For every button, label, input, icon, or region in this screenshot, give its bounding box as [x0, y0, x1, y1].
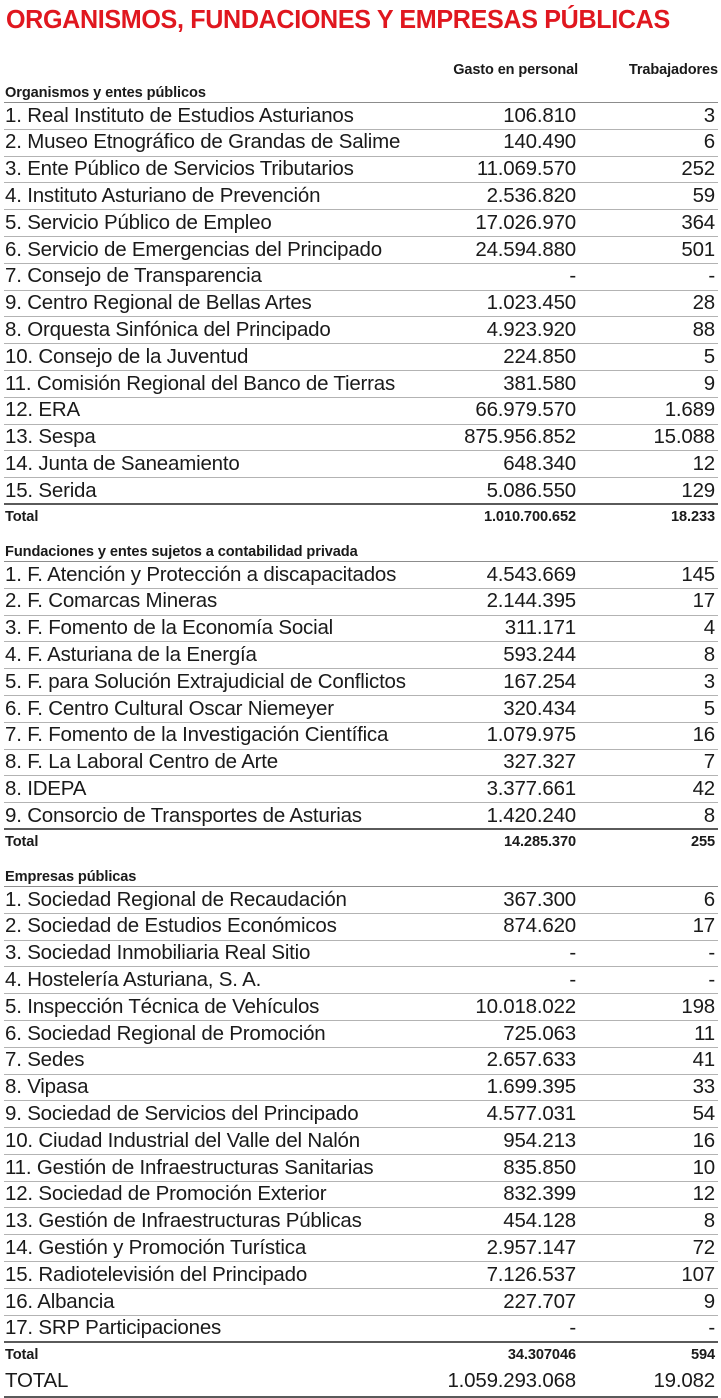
table-row — [4, 669, 718, 696]
entity-gasto: 835.850 — [392, 1154, 578, 1181]
entity-name: 16. Albancia — [4, 1288, 392, 1315]
entity-name: 4. Hostelería Asturiana, S. A. — [4, 967, 392, 994]
entity-gasto: - — [392, 967, 578, 994]
entity-gasto: 17.026.970 — [392, 210, 578, 237]
entity-name: 8. F. La Laboral Centro de Arte — [4, 749, 392, 776]
table-row — [4, 749, 718, 776]
total-gasto: 34.307046 — [392, 1342, 578, 1367]
table-row — [4, 451, 718, 478]
entity-trabajadores: 8 — [578, 642, 718, 669]
entity-gasto: 875.956.852 — [392, 424, 578, 451]
entity-trabajadores: 15.088 — [578, 424, 718, 451]
entity-trabajadores: 12 — [578, 1181, 718, 1208]
entity-gasto: 954.213 — [392, 1128, 578, 1155]
section-header-label: Empresas públicas — [4, 863, 718, 886]
entity-name: 9. Sociedad de Servicios del Principado — [4, 1101, 392, 1128]
entity-name: 11. Comisión Regional del Banco de Tierras — [4, 370, 392, 397]
entity-name: 7. Consejo de Transparencia — [4, 263, 392, 290]
entity-gasto: 11.069.570 — [392, 156, 578, 183]
table-row — [4, 561, 718, 588]
page-title: ORGANISMOS, FUNDACIONES Y EMPRESAS PÚBLICAS — [5, 6, 670, 34]
entity-trabajadores: 17 — [578, 588, 718, 615]
entity-trabajadores: 41 — [578, 1047, 718, 1074]
entity-trabajadores: 6 — [578, 129, 718, 156]
entity-gasto: 1.023.450 — [392, 290, 578, 317]
entity-gasto: 832.399 — [392, 1181, 578, 1208]
table-row — [4, 1315, 718, 1342]
entity-trabajadores: 4 — [578, 615, 718, 642]
table-row — [4, 236, 718, 263]
entity-name: 8. Vipasa — [4, 1074, 392, 1101]
table-row — [4, 1288, 718, 1315]
entity-trabajadores: 252 — [578, 156, 718, 183]
entity-name: 9. Centro Regional de Bellas Artes — [4, 290, 392, 317]
column-header-gasto: Gasto en personal — [453, 62, 578, 78]
spacer-cell — [4, 854, 718, 863]
entity-gasto: 66.979.570 — [392, 397, 578, 424]
entity-trabajadores: 16 — [578, 722, 718, 749]
table-row — [4, 695, 718, 722]
table-row — [4, 397, 718, 424]
table-row — [4, 370, 718, 397]
entity-trabajadores: 129 — [578, 478, 718, 505]
entity-trabajadores: 501 — [578, 236, 718, 263]
grand-total-gasto: 1.059.293.068 — [392, 1367, 578, 1397]
section-spacer — [4, 529, 718, 538]
section-header-row — [4, 538, 718, 561]
entity-trabajadores: 28 — [578, 290, 718, 317]
public-entities-table — [4, 80, 718, 1398]
entity-name: 4. Instituto Asturiano de Prevención — [4, 183, 392, 210]
grand-total-row — [4, 1367, 718, 1397]
table-body — [4, 80, 718, 1397]
entity-name: 2. Sociedad de Estudios Económicos — [4, 913, 392, 940]
entity-trabajadores: 198 — [578, 994, 718, 1021]
entity-name: 14. Junta de Saneamiento — [4, 451, 392, 478]
total-gasto: 14.285.370 — [392, 829, 578, 854]
entity-name: 12. Sociedad de Promoción Exterior — [4, 1181, 392, 1208]
entity-trabajadores: 33 — [578, 1074, 718, 1101]
entity-gasto: 367.300 — [392, 886, 578, 913]
entity-name: 3. Ente Público de Servicios Tributarios — [4, 156, 392, 183]
entity-trabajadores: 42 — [578, 776, 718, 803]
entity-gasto: 2.144.395 — [392, 588, 578, 615]
table-row — [4, 103, 718, 130]
entity-trabajadores: 12 — [578, 451, 718, 478]
entity-name: 2. Museo Etnográfico de Grandas de Salime — [4, 129, 392, 156]
entity-gasto: 874.620 — [392, 913, 578, 940]
entity-gasto: 311.171 — [392, 615, 578, 642]
entity-name: 6. F. Centro Cultural Oscar Niemeyer — [4, 695, 392, 722]
entity-gasto: 725.063 — [392, 1020, 578, 1047]
section-header-row — [4, 863, 718, 886]
entity-gasto: 167.254 — [392, 669, 578, 696]
entity-gasto: 454.128 — [392, 1208, 578, 1235]
section-total-row — [4, 1342, 718, 1367]
entity-name: 5. F. para Solución Extrajudicial de Conflictos — [4, 669, 392, 696]
entity-name: 8. IDEPA — [4, 776, 392, 803]
entity-gasto: 4.543.669 — [392, 561, 578, 588]
entity-trabajadores: - — [578, 1315, 718, 1342]
table-row — [4, 1181, 718, 1208]
entity-gasto: 140.490 — [392, 129, 578, 156]
entity-name: 6. Servicio de Emergencias del Principado — [4, 236, 392, 263]
entity-name: 13. Gestión de Infraestructuras Públicas — [4, 1208, 392, 1235]
entity-name: 5. Servicio Público de Empleo — [4, 210, 392, 237]
entity-trabajadores: 6 — [578, 886, 718, 913]
entity-name: 10. Ciudad Industrial del Valle del Nalón — [4, 1128, 392, 1155]
total-trabajadores: 255 — [578, 829, 718, 854]
entity-trabajadores: 8 — [578, 803, 718, 830]
table-row — [4, 642, 718, 669]
table-row — [4, 615, 718, 642]
entity-gasto: 1.420.240 — [392, 803, 578, 830]
entity-gasto: - — [392, 263, 578, 290]
entity-gasto: 648.340 — [392, 451, 578, 478]
entity-name: 8. Orquesta Sinfónica del Principado — [4, 317, 392, 344]
total-label: Total — [4, 504, 392, 529]
entity-trabajadores: 145 — [578, 561, 718, 588]
total-trabajadores: 18.233 — [578, 504, 718, 529]
table-row — [4, 424, 718, 451]
table-row — [4, 722, 718, 749]
entity-gasto: 2.657.633 — [392, 1047, 578, 1074]
table-row — [4, 1262, 718, 1289]
table-row — [4, 913, 718, 940]
entity-trabajadores: 88 — [578, 317, 718, 344]
entity-gasto: 2.536.820 — [392, 183, 578, 210]
table-row — [4, 803, 718, 830]
table-row — [4, 263, 718, 290]
entity-gasto: 106.810 — [392, 103, 578, 130]
entity-gasto: 381.580 — [392, 370, 578, 397]
entity-trabajadores: 72 — [578, 1235, 718, 1262]
entity-trabajadores: 5 — [578, 344, 718, 371]
entity-gasto: 1.699.395 — [392, 1074, 578, 1101]
table-row — [4, 776, 718, 803]
section-total-row — [4, 504, 718, 529]
table-row — [4, 1020, 718, 1047]
entity-trabajadores: 3 — [578, 669, 718, 696]
table-row — [4, 1074, 718, 1101]
entity-name: 4. F. Asturiana de la Energía — [4, 642, 392, 669]
entity-gasto: 3.377.661 — [392, 776, 578, 803]
column-header-row — [4, 48, 718, 78]
entity-gasto: 224.850 — [392, 344, 578, 371]
table-row — [4, 1208, 718, 1235]
entity-name: 17. SRP Participaciones — [4, 1315, 392, 1342]
entity-trabajadores: 9 — [578, 1288, 718, 1315]
table-row — [4, 967, 718, 994]
entity-name: 1. Real Instituto de Estudios Asturianos — [4, 103, 392, 130]
entity-name: 15. Radiotelevisión del Principado — [4, 1262, 392, 1289]
table-row — [4, 1128, 718, 1155]
total-label: Total — [4, 1342, 392, 1367]
entity-name: 12. ERA — [4, 397, 392, 424]
entity-trabajadores: 17 — [578, 913, 718, 940]
entity-trabajadores: 364 — [578, 210, 718, 237]
table-row — [4, 478, 718, 505]
entity-gasto: 2.957.147 — [392, 1235, 578, 1262]
entity-gasto: 4.923.920 — [392, 317, 578, 344]
section-total-row — [4, 829, 718, 854]
section-header-label: Organismos y entes públicos — [4, 80, 718, 103]
entity-trabajadores: 1.689 — [578, 397, 718, 424]
entity-name: 3. Sociedad Inmobiliaria Real Sitio — [4, 940, 392, 967]
entity-trabajadores: 16 — [578, 1128, 718, 1155]
total-trabajadores: 594 — [578, 1342, 718, 1367]
grand-total-label: TOTAL — [4, 1367, 392, 1397]
entity-trabajadores: - — [578, 940, 718, 967]
table-row — [4, 210, 718, 237]
entity-name: 5. Inspección Técnica de Vehículos — [4, 994, 392, 1021]
entity-gasto: 227.707 — [392, 1288, 578, 1315]
table-row — [4, 290, 718, 317]
entity-gasto: 320.434 — [392, 695, 578, 722]
entity-trabajadores: 11 — [578, 1020, 718, 1047]
table-row — [4, 588, 718, 615]
total-gasto: 1.010.700.652 — [392, 504, 578, 529]
entity-name: 13. Sespa — [4, 424, 392, 451]
entity-name: 1. F. Atención y Protección a discapacitados — [4, 561, 392, 588]
column-header-trabajadores: Trabajadores — [628, 62, 718, 78]
entity-trabajadores: 5 — [578, 695, 718, 722]
entity-gasto: 10.018.022 — [392, 994, 578, 1021]
entity-gasto: 327.327 — [392, 749, 578, 776]
entity-trabajadores: - — [578, 263, 718, 290]
table-row — [4, 317, 718, 344]
entity-trabajadores: 59 — [578, 183, 718, 210]
entity-trabajadores: - — [578, 967, 718, 994]
entity-gasto: 5.086.550 — [392, 478, 578, 505]
entity-trabajadores: 7 — [578, 749, 718, 776]
entity-gasto: 593.244 — [392, 642, 578, 669]
total-label: Total — [4, 829, 392, 854]
table-row — [4, 344, 718, 371]
table-row — [4, 1047, 718, 1074]
entity-trabajadores: 10 — [578, 1154, 718, 1181]
table-row — [4, 940, 718, 967]
entity-gasto: 1.079.975 — [392, 722, 578, 749]
entity-name: 3. F. Fomento de la Economía Social — [4, 615, 392, 642]
table-row — [4, 1235, 718, 1262]
entity-name: 7. F. Fomento de la Investigación Científica — [4, 722, 392, 749]
entity-trabajadores: 8 — [578, 1208, 718, 1235]
entity-trabajadores: 107 — [578, 1262, 718, 1289]
spacer-cell — [4, 529, 718, 538]
entity-gasto: - — [392, 1315, 578, 1342]
table-row — [4, 183, 718, 210]
entity-gasto: 4.577.031 — [392, 1101, 578, 1128]
entity-name: 1. Sociedad Regional de Recaudación — [4, 886, 392, 913]
grand-total-trabajadores: 19.082 — [578, 1367, 718, 1397]
table-row — [4, 886, 718, 913]
table-row — [4, 994, 718, 1021]
entity-trabajadores: 54 — [578, 1101, 718, 1128]
table-row — [4, 1101, 718, 1128]
section-spacer — [4, 854, 718, 863]
table-row — [4, 1154, 718, 1181]
table-row — [4, 156, 718, 183]
section-header-row — [4, 80, 718, 103]
entity-name: 14. Gestión y Promoción Turística — [4, 1235, 392, 1262]
entity-gasto: - — [392, 940, 578, 967]
entity-name: 11. Gestión de Infraestructuras Sanitarias — [4, 1154, 392, 1181]
section-header-label: Fundaciones y entes sujetos a contabilidad privada — [4, 538, 718, 561]
entity-name: 9. Consorcio de Transportes de Asturias — [4, 803, 392, 830]
entity-name: 6. Sociedad Regional de Promoción — [4, 1020, 392, 1047]
entity-trabajadores: 9 — [578, 370, 718, 397]
entity-name: 7. Sedes — [4, 1047, 392, 1074]
entity-name: 15. Serida — [4, 478, 392, 505]
entity-gasto: 7.126.537 — [392, 1262, 578, 1289]
table-row — [4, 129, 718, 156]
entity-name: 10. Consejo de la Juventud — [4, 344, 392, 371]
entity-name: 2. F. Comarcas Mineras — [4, 588, 392, 615]
entity-trabajadores: 3 — [578, 103, 718, 130]
entity-gasto: 24.594.880 — [392, 236, 578, 263]
